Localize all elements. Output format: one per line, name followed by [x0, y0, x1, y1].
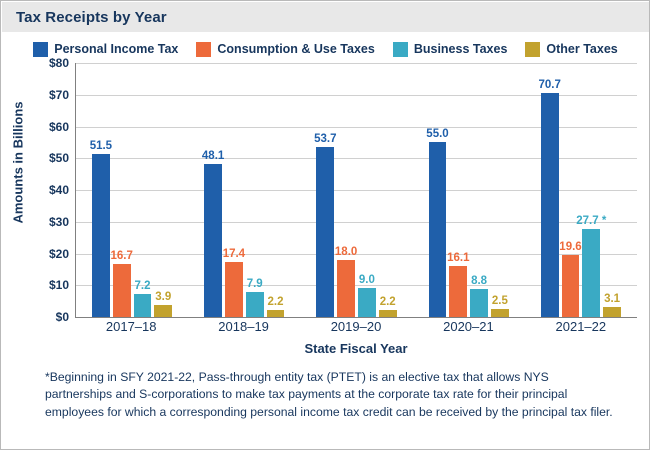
bar[interactable] [314, 132, 337, 317]
bar[interactable] [154, 290, 172, 317]
bar[interactable] [379, 296, 397, 317]
bar-group [525, 63, 637, 317]
bar-value-label: 7.9 [246, 277, 263, 290]
legend-item[interactable] [393, 42, 508, 57]
bar-value-label: 19.6 [559, 240, 582, 253]
bar-slot [538, 63, 561, 317]
bar[interactable] [426, 128, 449, 317]
bar-value-label: 8.8 [471, 275, 488, 288]
bar-slot [134, 63, 152, 317]
bar-slot [267, 63, 285, 317]
bar[interactable] [538, 78, 561, 317]
x-tick-label: 2017–18 [105, 319, 157, 334]
bar-value-label: 18.0 [334, 245, 358, 258]
bar-value-label: 2.2 [379, 296, 396, 309]
bar-groups [76, 63, 637, 317]
x-axis-label: State Fiscal Year [304, 341, 408, 356]
bar[interactable] [222, 247, 246, 317]
bar-slot [246, 63, 264, 317]
y-tick-label: $30 [48, 214, 69, 229]
bar-slot [379, 63, 397, 317]
bar-slot [447, 63, 470, 317]
bar-value-label: 16.7 [110, 249, 133, 262]
y-tick-label: $60 [48, 119, 69, 134]
bar[interactable] [334, 245, 358, 317]
bar-slot [334, 63, 358, 317]
plot-area [1, 56, 650, 363]
bar-slot [89, 63, 113, 317]
bar-slot [222, 63, 246, 317]
bar-value-label: 53.7 [314, 132, 337, 145]
bar-value-label: 55.0 [426, 128, 449, 141]
legend-item[interactable] [33, 42, 178, 57]
bar[interactable] [603, 293, 621, 317]
bar-slot [314, 63, 337, 317]
bar-value-label: 27.7 * [576, 215, 607, 228]
y-tick-label: $80 [48, 56, 69, 70]
bar[interactable] [201, 150, 225, 317]
title-bar [2, 2, 649, 32]
bar[interactable] [470, 275, 488, 317]
x-tick-label: 2021–22 [555, 319, 607, 334]
y-tick-label: $0 [55, 310, 69, 324]
bar-slot [154, 63, 172, 317]
y-tick-label: $20 [48, 246, 69, 261]
bar[interactable] [447, 251, 470, 317]
legend-item[interactable] [525, 42, 617, 57]
bar-value-label: 2.2 [267, 296, 284, 309]
x-axis-ticks [75, 319, 637, 341]
bar-slot [576, 63, 607, 317]
x-tick-label: 2018–19 [218, 319, 269, 334]
legend-item-label: Business Taxes [413, 42, 508, 56]
bar-value-label: 7.2 [134, 280, 151, 293]
bar-value-label: 16.1 [447, 251, 470, 264]
y-tick-label: $40 [48, 183, 69, 197]
legend-item-label: Consumption & Use Taxes [217, 42, 375, 56]
bar-slot [470, 63, 488, 317]
bar-value-label: 3.9 [155, 290, 172, 303]
legend-item[interactable] [196, 42, 374, 57]
legend-swatch-icon [393, 42, 408, 57]
bar-slot [426, 63, 449, 317]
y-axis-ticks [25, 56, 69, 324]
bar-slot [603, 63, 621, 317]
bar-slot [201, 63, 225, 317]
chart-legend [2, 37, 649, 61]
bar-group [188, 63, 300, 317]
y-tick-label: $70 [48, 87, 69, 102]
bar-slot [110, 63, 133, 317]
legend-item-label: Other Taxes [546, 42, 618, 56]
plot-canvas [75, 63, 637, 318]
y-tick-label: $10 [48, 278, 69, 293]
bar-group [413, 63, 525, 317]
bar-group [76, 63, 188, 317]
bar-slot [491, 63, 509, 317]
bar-slot [358, 63, 376, 317]
bar[interactable] [576, 215, 607, 317]
bar-value-label: 51.5 [89, 139, 113, 152]
page-title: Tax Receipts by Year [16, 8, 167, 26]
bar-group [300, 63, 412, 317]
bar[interactable] [134, 280, 152, 317]
bar-value-label: 3.1 [604, 293, 621, 306]
x-tick-label: 2020–21 [443, 319, 494, 334]
x-tick-label: 2019–20 [330, 319, 382, 334]
bar[interactable] [559, 240, 582, 317]
bar[interactable] [246, 277, 264, 317]
bar[interactable] [491, 295, 509, 317]
bar-value-label: 48.1 [201, 150, 225, 163]
bar-value-label: 9.0 [358, 274, 375, 287]
bar[interactable] [110, 249, 133, 317]
bar[interactable] [267, 296, 285, 317]
legend-swatch-icon [33, 42, 48, 57]
bar-value-label: 2.5 [491, 295, 508, 308]
bar-slot [559, 63, 582, 317]
y-tick-label: $50 [48, 151, 69, 166]
bar-value-label: 70.7 [538, 78, 561, 91]
chart-footnote: *Beginning in SFY 2021-22, Pass-through entity tax (PTET) is an elective tax that allows NYS partnerships and S-corporations to make tax payments at the corporate tax rate for their principal employees for which a corresponding personal income tax credit can be received by the principal tax filer. [45, 370, 613, 419]
bar[interactable] [358, 274, 376, 317]
y-axis-label: Amounts in Billions [10, 101, 26, 224]
bar[interactable] [89, 139, 113, 318]
legend-swatch-icon [525, 42, 540, 57]
legend-item-label: Personal Income Tax [54, 42, 179, 56]
bar-value-label: 17.4 [222, 247, 246, 260]
legend-swatch-icon [196, 42, 211, 57]
